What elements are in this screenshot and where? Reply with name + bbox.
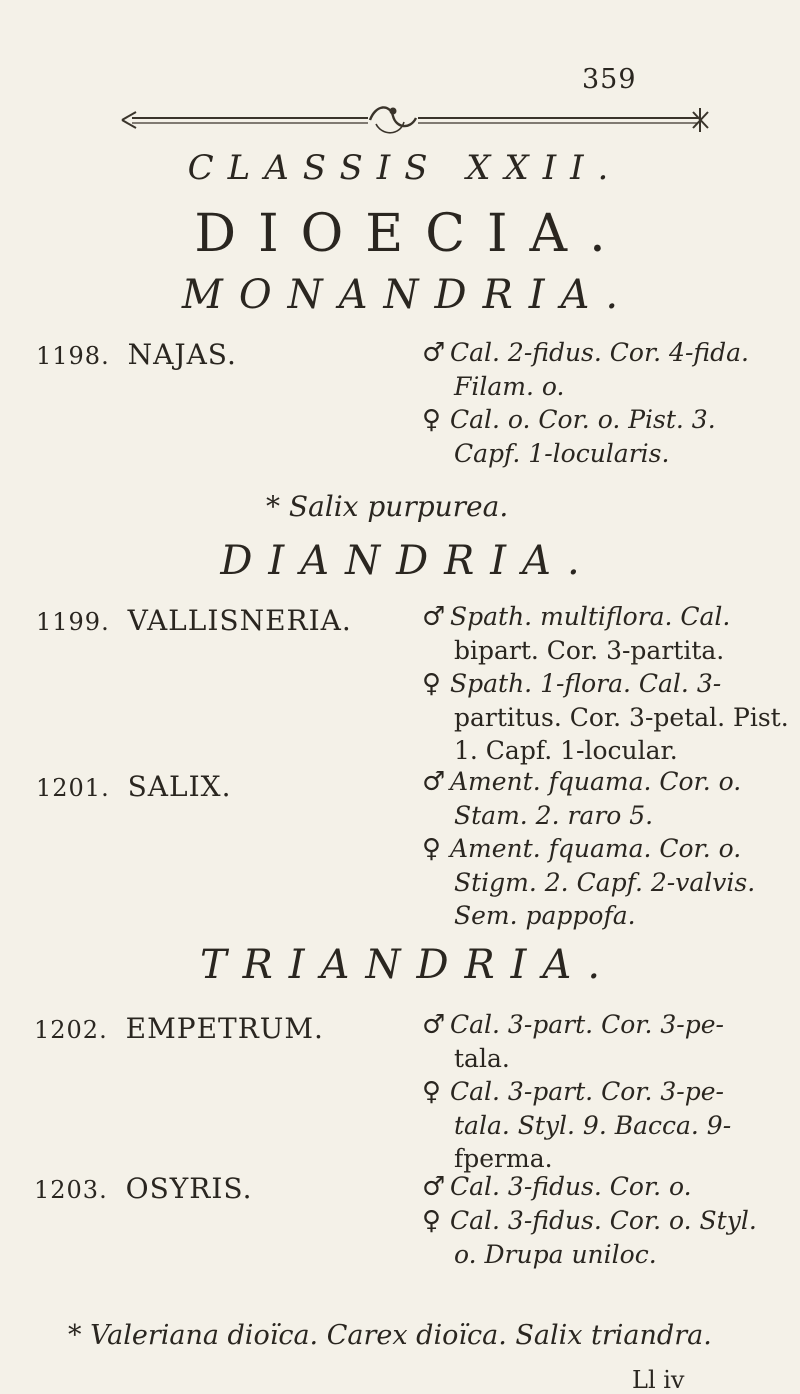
character-line: Ament. fquama. Cor. o. (450, 834, 742, 863)
genus-osyris (34, 1172, 252, 1205)
genus-name: EMPETRUM. (125, 1012, 324, 1045)
genus-najas (36, 338, 237, 371)
character-line: Ament. fquama. Cor. o. (450, 767, 742, 796)
genus-vallisneria (36, 604, 352, 637)
character-line: Filam. o. (454, 372, 565, 401)
female-symbol-icon: ♀ (422, 669, 442, 699)
genus-salix (36, 770, 232, 803)
male-symbol-icon: ♂ (422, 602, 446, 632)
genus-characters-osyris (422, 1170, 757, 1271)
female-symbol-icon: ♀ (422, 1206, 442, 1236)
order-heading-monandria: MONANDRIA. (181, 272, 635, 318)
character-line: Cal. 3-part. Cor. 3-pe- (450, 1010, 724, 1039)
note-monandria: * Salix purpurea. (266, 490, 509, 523)
male-symbol-icon: ♂ (422, 1172, 446, 1202)
character-line: fperma. (454, 1144, 553, 1173)
genus-number: 1203. (34, 1176, 108, 1204)
character-line: o. Drupa uniloc. (454, 1240, 657, 1269)
order-heading-triandria: TRIANDRIA. (199, 942, 617, 988)
genus-name: OSYRIS. (125, 1172, 253, 1205)
page-number: 359 (582, 64, 637, 95)
male-symbol-icon: ♂ (422, 1010, 446, 1040)
character-line: Stigm. 2. Capf. 2-valvis. (454, 868, 756, 897)
character-line: tala. Styl. 9. Bacca. 9- (454, 1111, 732, 1140)
character-line: tala. (454, 1044, 510, 1073)
female-symbol-icon: ♀ (422, 405, 442, 435)
genus-empetrum (34, 1012, 324, 1045)
character-line: Cal. 3-part. Cor. 3-pe- (450, 1077, 724, 1106)
character-line: Cal. 3-fidus. Cor. o. Styl. (450, 1206, 757, 1235)
class-heading: CLASSIS XXII. (187, 148, 623, 188)
order-heading-diandria: DIANDRIA. (220, 538, 596, 584)
character-line: bipart. Cor. 3-partita. (454, 636, 725, 665)
character-line: Spath. multiflora. Cal. (450, 602, 731, 631)
genus-name: SALIX. (127, 770, 232, 803)
genus-number: 1202. (34, 1016, 108, 1044)
genus-number: 1199. (36, 608, 110, 636)
genus-characters-salix (422, 765, 755, 932)
genus-characters-najas (422, 336, 749, 470)
male-symbol-icon: ♂ (422, 338, 446, 368)
class-title: DIOECIA. (194, 204, 628, 264)
character-line: Cal. 2-fidus. Cor. 4-fida. (450, 338, 749, 367)
header-ornament-rule (118, 96, 718, 142)
genus-name: VALLISNERIA. (127, 604, 352, 637)
character-line: partitus. Cor. 3-petal. Pist. (454, 703, 789, 732)
character-line: 1. Capf. 1-locular. (454, 736, 678, 765)
character-line: Spath. 1-flora. Cal. 3- (450, 669, 722, 698)
character-line: Cal. 3-fidus. Cor. o. (450, 1172, 692, 1201)
genus-number: 1198. (36, 342, 110, 370)
character-line: Sem. pappofa. (454, 901, 636, 930)
character-line: Cal. o. Cor. o. Pist. 3. (450, 405, 716, 434)
character-line: Capf. 1-locularis. (454, 439, 670, 468)
character-line: Stam. 2. raro 5. (454, 801, 654, 830)
genus-characters-empetrum (422, 1008, 731, 1175)
note-triandria: * Valeriana dioïca. Carex dioïca. Salix triandra. (68, 1320, 712, 1351)
female-symbol-icon: ♀ (422, 834, 442, 864)
female-symbol-icon: ♀ (422, 1077, 442, 1107)
signature-mark: Ll iv (632, 1366, 685, 1394)
male-symbol-icon: ♂ (422, 767, 446, 797)
genus-name: NAJAS. (127, 338, 237, 371)
genus-characters-vallisneria (422, 600, 789, 767)
genus-number: 1201. (36, 774, 110, 802)
